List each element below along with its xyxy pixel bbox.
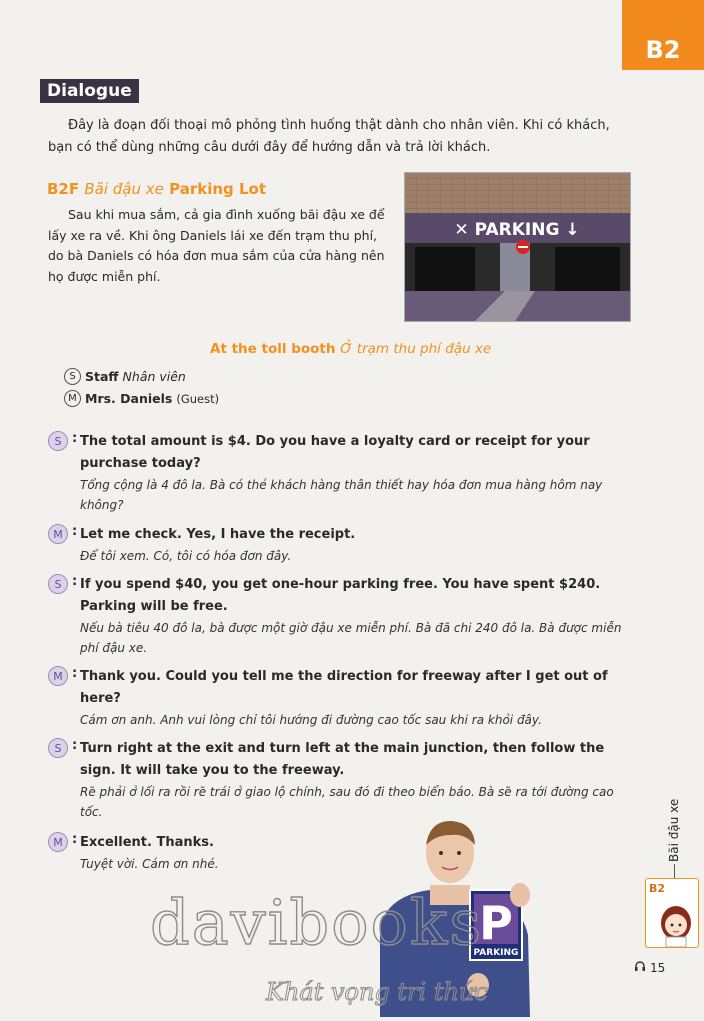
headphone-icon <box>634 960 646 975</box>
turn-vietnamese: Tổng cộng là 4 đô la. Bà có thẻ khách hàng thân thiết hay hóa đơn mua hàng hôm nay không? <box>80 478 603 512</box>
speaker-badge: M <box>48 666 68 686</box>
page-number-text: 15 <box>650 960 666 975</box>
parking-sign-text: ✕ PARKING ↓ <box>454 220 580 240</box>
turn-vietnamese: Rẽ phải ở lối ra rồi rẽ trái ở giao lộ chính, sau đó đi theo biển báo. Bà sẽ ra tới đường cao tốc. <box>80 785 614 819</box>
role-badge: S <box>64 368 81 385</box>
toll-heading-vi: Ở trạm thu phí đậu xe <box>340 341 492 357</box>
turn-vietnamese: Để tôi xem. Có, tôi có hóa đơn đây. <box>80 549 292 563</box>
toll-heading-en: At the toll booth <box>210 341 336 357</box>
turn-english: Excellent. Thanks. <box>80 835 214 850</box>
section-title-vi: Bãi đậu xe <box>84 180 164 198</box>
watermark-slogan: Khát vọng tri thức <box>266 978 488 1006</box>
role-name: Staff <box>85 369 119 384</box>
side-box-label: B2 <box>649 882 666 895</box>
dialogue-label: Dialogue <box>40 79 139 103</box>
role-badge: M <box>64 390 81 407</box>
dialogue-turn: M : Thank you. Could you tell me the direction for freeway after I get out of here? Cám ơn anh. Anh vui lòng chỉ tôi hướng đi đường cao tốc sau khi ra khỏi đây. <box>48 666 638 730</box>
man-sign-text: PARKING <box>473 948 519 958</box>
parking-photo <box>404 172 631 322</box>
speaker-badge: M <box>48 524 68 544</box>
section-code: B2F <box>47 180 80 198</box>
turn-english: Turn right at the exit and turn left at the main junction, then follow the sign. It will take you to the freeway. <box>80 741 605 778</box>
dialogue-turn: S : The total amount is $4. Do you have a loyalty card or receipt for your purchase today? Tổng cộng là 4 đô la. Bà có thẻ khách hàng thân thiết hay hóa đơn mua hàng hôm nay không? <box>48 431 638 515</box>
watermark-logo: davibooks <box>150 886 484 959</box>
speaker-badge: S <box>48 431 68 451</box>
turn-vietnamese: Tuyệt vời. Cám ơn nhé. <box>80 857 219 871</box>
dialogue-turn: S : Turn right at the exit and turn left at the main junction, then follow the sign. It will take you to the freeway. Rẽ phải ở lối ra rồi rẽ trái ở giao lộ chính, sau đó đi theo biển báo. Bà sẽ ra tới đường cao tốc. <box>48 738 638 822</box>
toll-heading <box>210 341 491 357</box>
side-character-box <box>645 878 699 948</box>
turn-vietnamese: Nếu bà tiêu 40 đô la, bà được một giờ đậu xe miễn phí. Bà đã chi 240 đô la. Bà được miễn phí đậu xe. <box>80 621 622 655</box>
turn-vietnamese: Cám ơn anh. Anh vui lòng chỉ tôi hướng đi đường cao tốc sau khi ra khỏi đây. <box>80 713 542 727</box>
turn-english: Let me check. Yes, I have the receipt. <box>80 527 356 542</box>
man-sign-letter: P <box>479 896 513 950</box>
parking-photo-image <box>405 173 630 321</box>
turn-english: The total amount is $4. Do you have a loyalty card or receipt for your purchase today? <box>80 434 590 471</box>
section-title-en: Parking Lot <box>169 180 267 198</box>
dialogue-turn: S : If you spend $40, you get one-hour parking free. You have spent $240. Parking will be free. Nếu bà tiêu 40 đô la, bà được một giờ đậu xe miễn phí. Bà đã chi 240 đô la. Bà được miễn phí đậu xe. <box>48 574 638 658</box>
intro-paragraph: Đây là đoạn đối thoại mô phỏng tình huống thật dành cho nhân viên. Khi có khách, bạn có thể dùng những câu dưới đây để hướng dẫn và trả lời khách. <box>48 118 610 155</box>
role-staff <box>64 368 186 385</box>
page-number <box>634 960 665 975</box>
speaker-badge: M <box>48 832 68 852</box>
dialogue-turn: M : Excellent. Thanks. Tuyệt vời. Cám ơn nhé. <box>48 832 368 874</box>
role-desc: Nhân viên <box>122 369 186 384</box>
role-desc: (Guest) <box>176 391 220 406</box>
section-title <box>47 180 266 198</box>
story-paragraph: Sau khi mua sắm, cả gia đình xuống bãi đậu xe để lấy xe ra về. Khi ông Daniels lái xe đến trạm thu phí, do bà Daniels có hóa đơn mua sắm của cửa hàng nên họ được miễn phí. <box>48 207 385 284</box>
speaker-badge: S <box>48 574 68 594</box>
chapter-tab: B2 <box>622 0 704 70</box>
role-guest <box>64 390 219 407</box>
speaker-badge: S <box>48 738 68 758</box>
side-chapter-title: Bãi đậu xe <box>667 798 681 862</box>
turn-english: Thank you. Could you tell me the direction for freeway after I get out of here? <box>80 669 608 706</box>
role-name: Mrs. Daniels <box>85 391 173 406</box>
turn-english: If you spend $40, you get one-hour parking free. You have spent $240. Parking will be free. <box>80 577 601 614</box>
dialogue-turn: M : Let me check. Yes, I have the receipt. Để tôi xem. Có, tôi có hóa đơn đây. <box>48 524 638 566</box>
